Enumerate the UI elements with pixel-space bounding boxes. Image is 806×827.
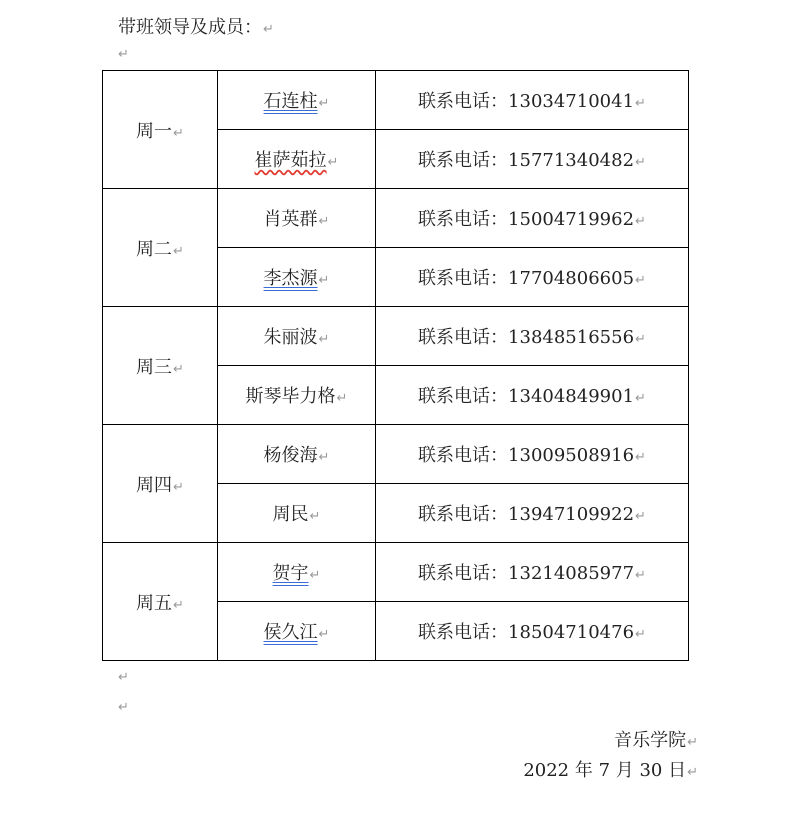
phone-number: 13848516556	[508, 327, 635, 348]
phone-number: 15004719962	[508, 209, 635, 230]
cell-mark: ↵	[635, 509, 646, 524]
name-cell	[218, 71, 376, 130]
cell-mark: ↵	[635, 568, 646, 583]
table-row	[103, 425, 689, 484]
member-name: 李杰源	[263, 268, 318, 289]
paragraph-mark: ↵	[687, 765, 698, 780]
cell-mark: ↵	[318, 96, 330, 111]
heading-line	[118, 15, 274, 43]
table-row	[103, 189, 689, 248]
cell-mark: ↵	[327, 155, 339, 170]
phone-label: 联系电话：	[418, 268, 509, 289]
member-name: 杨俊海	[263, 445, 318, 466]
member-name: 肖英群	[263, 209, 318, 230]
table-row	[103, 71, 689, 130]
heading-text: 带班领导及成员：	[118, 17, 262, 38]
empty-paragraph: ↵	[118, 670, 129, 685]
name-cell	[218, 248, 376, 307]
phone-number: 13009508916	[508, 445, 635, 466]
day-cell	[103, 307, 218, 425]
phone-label: 联系电话：	[418, 386, 509, 407]
phone-cell	[376, 307, 689, 366]
member-name: 侯久江	[263, 622, 318, 643]
cell-mark: ↵	[173, 243, 184, 259]
name-cell	[218, 602, 376, 661]
phone-label: 联系电话：	[418, 150, 509, 171]
signature-org: 音乐学院	[614, 730, 687, 751]
day-label: 周一	[136, 120, 173, 142]
name-cell	[218, 130, 376, 189]
phone-number: 18504710476	[508, 622, 635, 643]
member-name: 崔萨茹拉	[254, 150, 327, 171]
phone-number: 17704806605	[508, 268, 635, 289]
day-cell	[103, 189, 218, 307]
cell-mark: ↵	[336, 391, 348, 406]
cell-mark: ↵	[318, 627, 330, 642]
phone-number: 13034710041	[508, 91, 635, 112]
cell-mark: ↵	[635, 273, 646, 288]
phone-label: 联系电话：	[418, 209, 509, 230]
cell-mark: ↵	[318, 450, 330, 465]
empty-paragraph: ↵	[118, 700, 129, 715]
day-cell	[103, 71, 218, 189]
cell-mark: ↵	[635, 332, 646, 347]
phone-cell	[376, 130, 689, 189]
cell-mark: ↵	[635, 450, 646, 465]
cell-mark: ↵	[635, 627, 646, 642]
phone-cell	[376, 484, 689, 543]
cell-mark: ↵	[635, 96, 646, 111]
cell-mark: ↵	[635, 391, 646, 406]
phone-cell	[376, 248, 689, 307]
phone-number: 13214085977	[508, 563, 635, 584]
day-label: 周二	[136, 238, 173, 260]
signature-date-line	[523, 758, 698, 786]
cell-mark: ↵	[318, 273, 330, 288]
member-name: 朱丽波	[263, 327, 318, 348]
phone-number: 13947109922	[508, 504, 635, 525]
signature-date: 2022 年 7 月 30 日	[523, 760, 687, 781]
name-cell	[218, 366, 376, 425]
name-cell	[218, 425, 376, 484]
phone-cell	[376, 543, 689, 602]
phone-label: 联系电话：	[418, 91, 509, 112]
empty-paragraph: ↵	[118, 47, 129, 62]
paragraph-mark: ↵	[263, 22, 274, 37]
table-row	[103, 543, 689, 602]
member-name: 周民	[272, 504, 309, 525]
phone-cell	[376, 71, 689, 130]
phone-cell	[376, 366, 689, 425]
signature-org-line	[614, 728, 698, 756]
phone-label: 联系电话：	[418, 563, 509, 584]
phone-number: 13404849901	[508, 386, 635, 407]
phone-label: 联系电话：	[418, 622, 509, 643]
cell-mark: ↵	[173, 597, 184, 613]
phone-label: 联系电话：	[418, 445, 509, 466]
cell-mark: ↵	[173, 479, 184, 495]
name-cell	[218, 543, 376, 602]
duty-schedule-table	[102, 70, 689, 661]
member-name: 石连柱	[263, 91, 318, 112]
day-label: 周三	[136, 356, 173, 378]
name-cell	[218, 189, 376, 248]
paragraph-mark: ↵	[687, 735, 698, 750]
member-name: 贺宇	[272, 563, 309, 584]
table-row	[103, 307, 689, 366]
day-cell	[103, 543, 218, 661]
cell-mark: ↵	[635, 214, 646, 229]
phone-label: 联系电话：	[418, 504, 509, 525]
phone-cell	[376, 602, 689, 661]
name-cell	[218, 307, 376, 366]
day-label: 周五	[136, 592, 173, 614]
phone-cell	[376, 189, 689, 248]
cell-mark: ↵	[635, 155, 646, 170]
day-label: 周四	[136, 474, 173, 496]
phone-cell	[376, 425, 689, 484]
cell-mark: ↵	[173, 361, 184, 377]
phone-number: 15771340482	[508, 150, 635, 171]
member-name: 斯琴毕力格	[245, 386, 336, 407]
day-cell	[103, 425, 218, 543]
cell-mark: ↵	[318, 214, 330, 229]
phone-label: 联系电话：	[418, 327, 509, 348]
cell-mark: ↵	[309, 568, 321, 583]
cell-mark: ↵	[309, 509, 321, 524]
cell-mark: ↵	[173, 125, 184, 141]
cell-mark: ↵	[318, 332, 330, 347]
name-cell	[218, 484, 376, 543]
